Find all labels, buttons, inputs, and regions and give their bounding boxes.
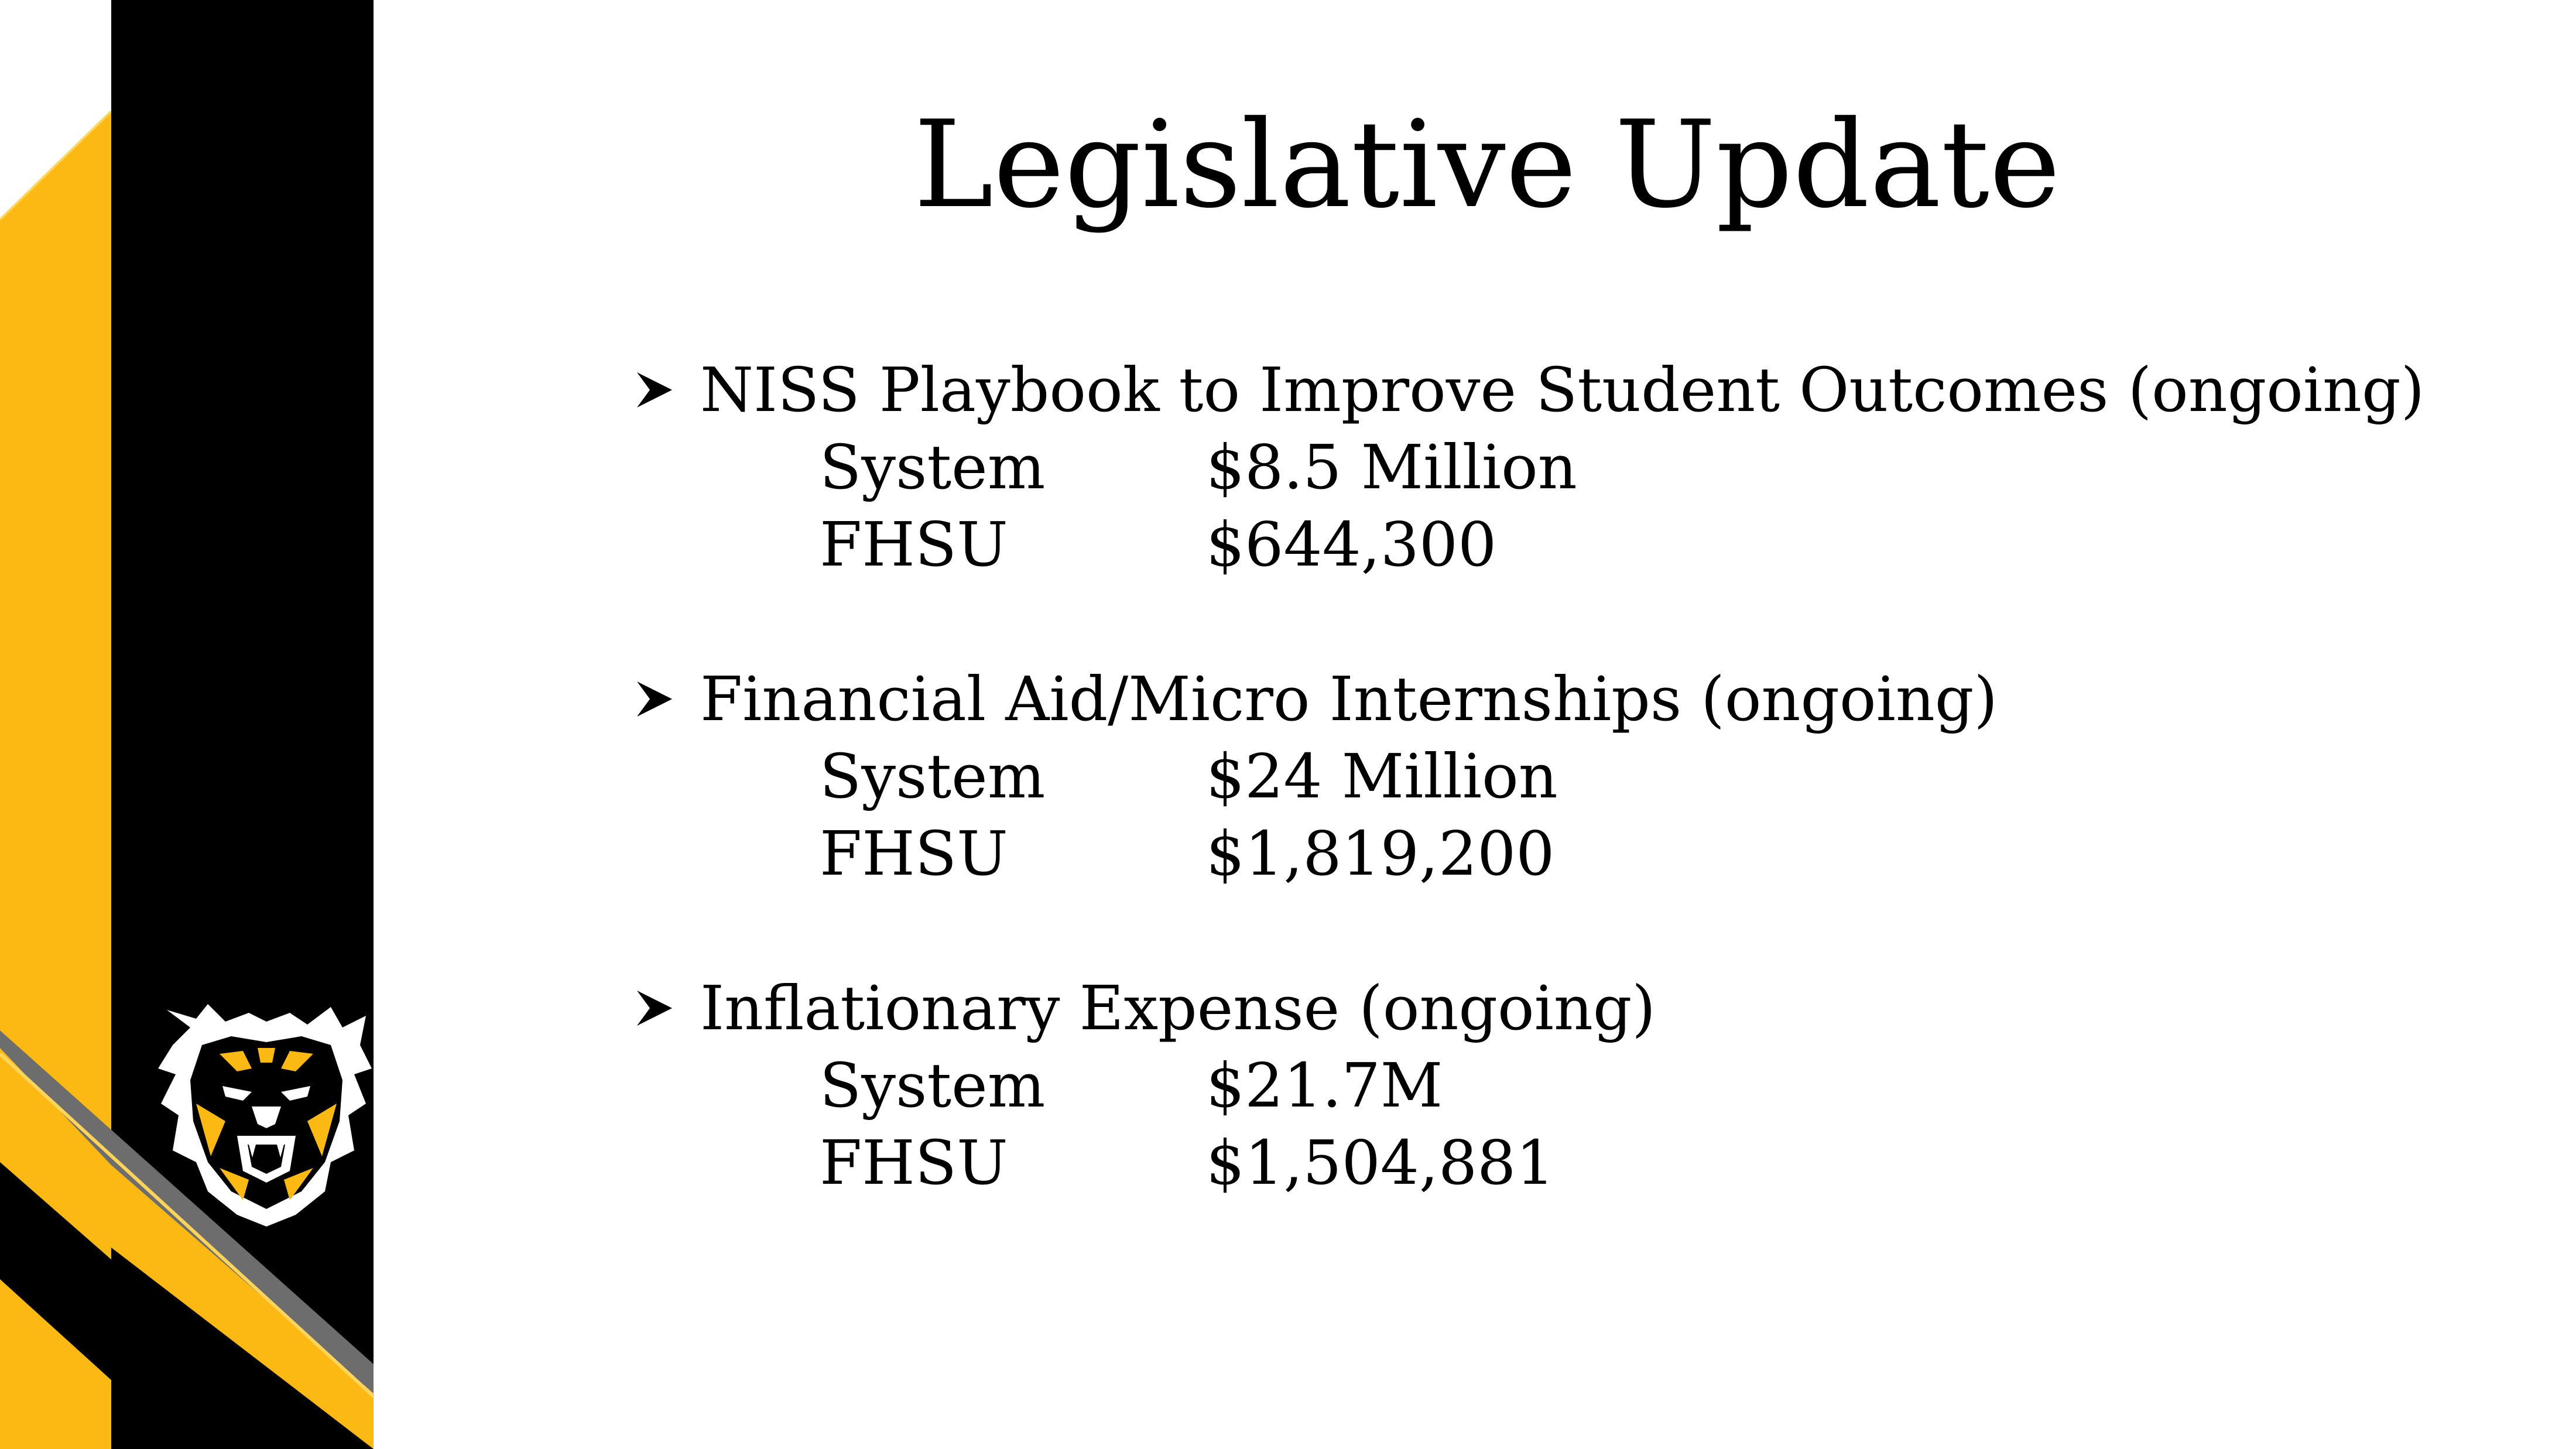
list-item (632, 660, 2506, 738)
list-item (632, 970, 2506, 1047)
sidebar-decoration (0, 0, 386, 1449)
section-financial-aid (632, 660, 2506, 892)
row-value: $644,300 (1206, 509, 1497, 580)
arrow-bullet-icon (632, 368, 677, 412)
section-niss-playbook (632, 351, 2506, 583)
table-row (632, 506, 2506, 583)
row-value: $24 Million (1206, 741, 1558, 812)
section-heading: Inflationary Expense (ongoing) (700, 972, 1656, 1044)
section-inflationary-expense (632, 970, 2506, 1201)
slide-title: Legislative Update (913, 95, 2061, 235)
table-row (632, 1124, 2506, 1201)
section-heading: NISS Playbook to Improve Student Outcomes (ongoing) (700, 354, 2425, 426)
row-label: System (820, 741, 1046, 812)
arrow-bullet-icon (632, 677, 677, 721)
row-label: FHSU (820, 509, 1008, 580)
row-value: $1,819,200 (1206, 818, 1555, 889)
list-item (632, 351, 2506, 429)
row-value: $21.7M (1206, 1050, 1443, 1121)
row-label: FHSU (820, 818, 1008, 889)
row-label: FHSU (820, 1127, 1008, 1198)
row-value: $8.5 Million (1206, 431, 1577, 503)
row-label: System (820, 431, 1046, 503)
row-value: $1,504,881 (1206, 1127, 1555, 1198)
content-list (632, 351, 2506, 1279)
row-label: System (820, 1050, 1046, 1121)
table-row (632, 815, 2506, 892)
arrow-bullet-icon (632, 986, 677, 1030)
section-heading: Financial Aid/Micro Internships (ongoing) (700, 663, 1998, 735)
table-row (632, 738, 2506, 815)
table-row (632, 429, 2506, 506)
table-row (632, 1047, 2506, 1124)
